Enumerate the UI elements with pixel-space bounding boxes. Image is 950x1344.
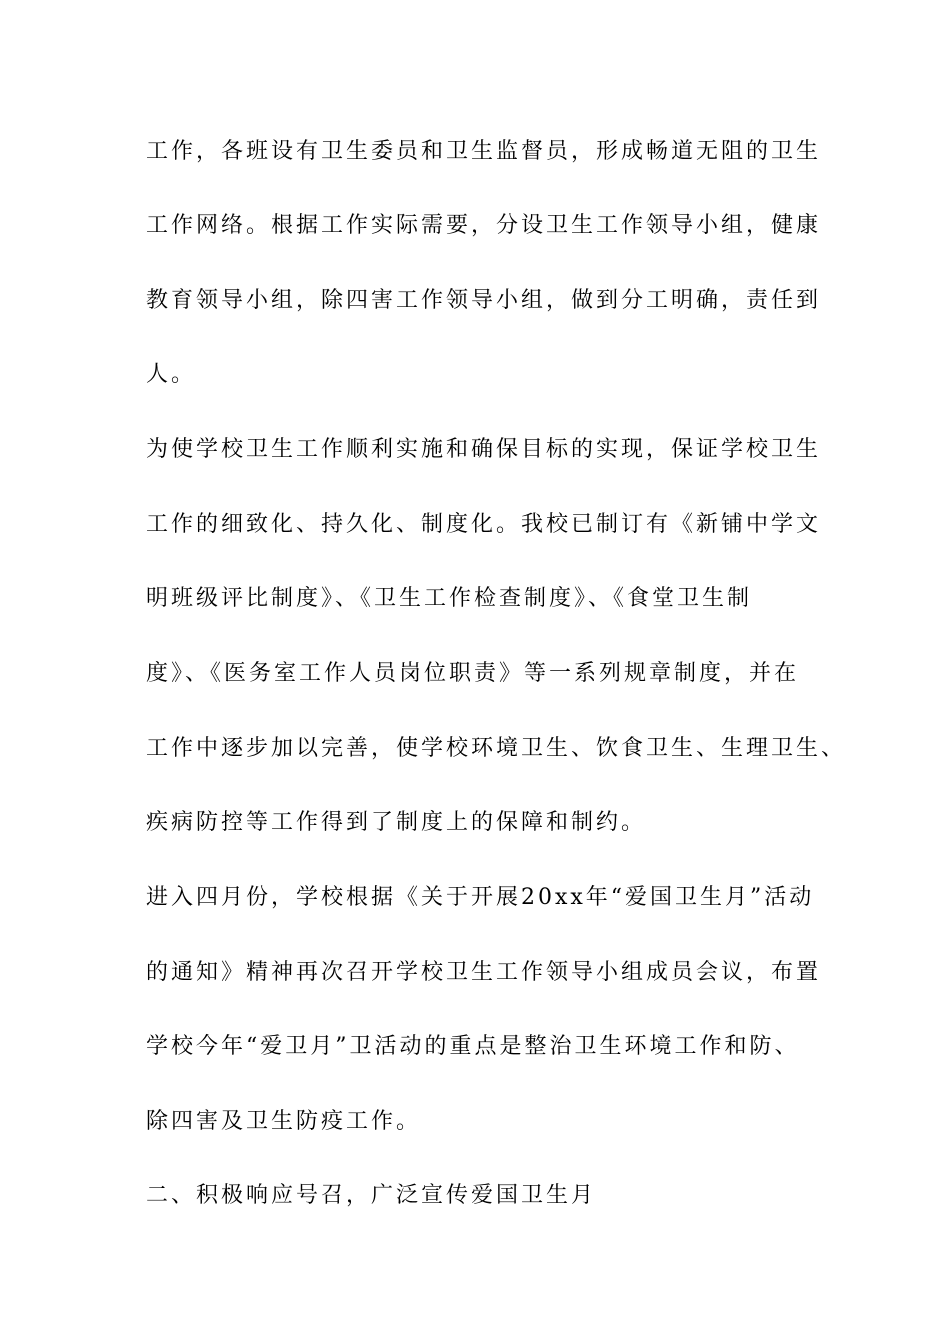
text-line: 的通知》精神再次召开学校卫生工作领导小组成员会议，布置 [146,960,822,985]
text-line: 疾病防控等工作得到了制度上的保障和制约。 [146,810,647,835]
text-line: 工作中逐步加以完善，使学校环境卫生、饮食卫生、生理卫生、 [146,736,847,761]
text-line: 人。 [146,362,197,387]
text-line: 为使学校卫生工作顺利实施和确保目标的实现，保证学校卫生 [146,437,822,462]
text-line: 除四害及卫生防疫工作。 [146,1109,422,1134]
text-line: 度》、《医务室工作人员岗位职责》等一系列规章制度，并在 [146,661,800,686]
text-line: 教育领导小组，除四害工作领导小组，做到分工明确，责任到 [146,288,822,313]
text-line: 工作，各班设有卫生委员和卫生监督员，形成畅道无阻的卫生 [146,139,822,164]
text-line: 进入四月份，学校根据《关于开展20xx年“爱国卫生月”活动 [146,885,815,910]
text-line: 明班级评比制度》、《卫生工作检查制度》、《食堂卫生制 [146,586,753,611]
section-heading: 二、积极响应号召，广泛宣传爱国卫生月 [146,1183,597,1208]
text-line: 工作网络。根据工作实际需要，分设卫生工作领导小组，健康 [146,213,822,238]
text-line: 学校今年“爱卫月”卫活动的重点是整治卫生环境工作和防、 [146,1034,800,1059]
text-line: 工作的细致化、持久化、制度化。我校已制订有《新铺中学文 [146,512,822,537]
